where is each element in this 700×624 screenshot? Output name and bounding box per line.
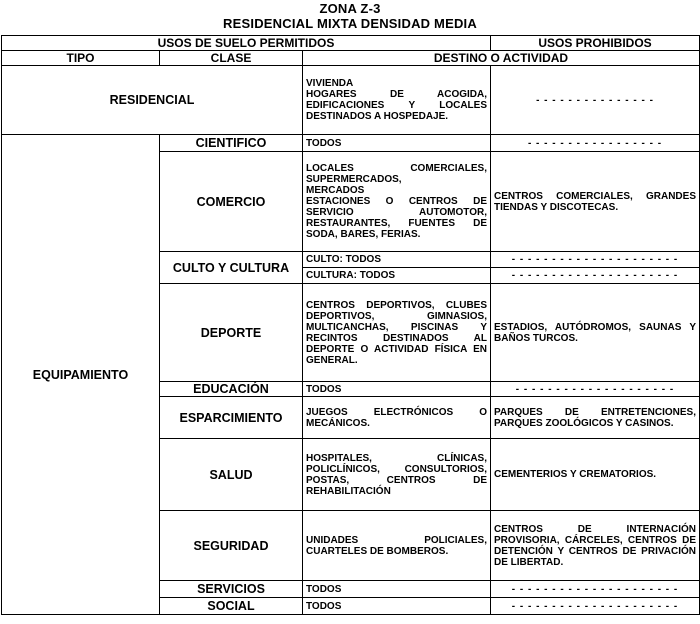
header-usos-prohibidos: USOS PROHIBIDOS xyxy=(491,36,700,51)
prohibido-seguridad: CENTROS DE INTERNACIÓN PROVISORIA, CÁRCELES, CENTROS DE DETENCIÓN Y CENTROS DE PRIVACIÓN DE LIBERTAD. xyxy=(491,511,700,581)
header-destino: DESTINO O ACTIVIDAD xyxy=(303,51,700,66)
prohibido-esparcimiento: PARQUES DE ENTRETENCIONES, PARQUES ZOOLÓGICOS Y CASINOS. xyxy=(491,397,700,439)
destino-cientifico: TODOS xyxy=(303,135,491,152)
destino-deporte: CENTROS DEPORTIVOS, CLUBES DEPORTIVOS, GIMNASIOS, MULTICANCHAS, PISCINAS Y RECINTOS DESTINADOS AL DEPORTE O ACTIVIDAD FÍSICA EN GENERAL. xyxy=(303,284,491,382)
destino-line: MERCADOS xyxy=(306,185,365,196)
destino-cultura: CULTURA: TODOS xyxy=(303,268,491,284)
destino-line: VIVIENDA xyxy=(306,78,354,89)
clase-servicios: SERVICIOS xyxy=(160,581,303,598)
prohibido-comercio: CENTROS COMERCIALES, GRANDES TIENDAS Y DISCOTECAS. xyxy=(491,152,700,252)
destino-residencial xyxy=(303,66,491,135)
prohibido-servicios: - - - - - - - - - - - - - - - - - - - - - xyxy=(491,581,700,598)
destino-comercio xyxy=(303,152,491,252)
clase-comercio: COMERCIO xyxy=(160,152,303,252)
prohibido-culto: - - - - - - - - - - - - - - - - - - - - - xyxy=(491,252,700,268)
tipo-equipamiento: EQUIPAMIENTO xyxy=(2,135,160,615)
prohibido-deporte: ESTADIOS, AUTÓDROMOS, SAUNAS Y BAÑOS TURCOS. xyxy=(491,284,700,382)
header-usos-permitidos: USOS DE SUELO PERMITIDOS xyxy=(2,36,491,51)
zone-subtitle: RESIDENCIAL MIXTA DENSIDAD MEDIA xyxy=(223,16,477,31)
clase-culto-cultura: CULTO Y CULTURA xyxy=(160,252,303,284)
destino-seguridad: UNIDADES POLICIALES, CUARTELES DE BOMBEROS. xyxy=(303,511,491,581)
destino-salud: HOSPITALES, CLÍNICAS, POLICLÍNICOS, CONSULTORIOS, POSTAS, CENTROS DE REHABILITACIÓN xyxy=(303,439,491,511)
destino-educacion: TODOS xyxy=(303,382,491,397)
prohibido-social: - - - - - - - - - - - - - - - - - - - - - xyxy=(491,598,700,615)
prohibido-cultura: - - - - - - - - - - - - - - - - - - - - - xyxy=(491,268,700,284)
clase-salud: SALUD xyxy=(160,439,303,511)
zone-title: ZONA Z-3 xyxy=(319,1,381,16)
destino-line: LOCALES COMERCIALES, SUPERMERCADOS, xyxy=(306,163,487,185)
destino-social: TODOS xyxy=(303,598,491,615)
clase-deporte: DEPORTE xyxy=(160,284,303,382)
table-row xyxy=(2,66,700,135)
destino-esparcimiento: JUEGOS ELECTRÓNICOS O MECÁNICOS. xyxy=(303,397,491,439)
header-clase: CLASE xyxy=(160,51,303,66)
destino-line: ESTACIONES O CENTROS DE SERVICIO AUTOMOTOR, RESTAURANTES, FUENTES DE SODA, BARES, FERIAS. xyxy=(306,196,487,240)
clase-seguridad: SEGURIDAD xyxy=(160,511,303,581)
clase-educacion: EDUCACIÓN xyxy=(160,382,303,397)
clase-social: SOCIAL xyxy=(160,598,303,615)
clase-cientifico: CIENTIFICO xyxy=(160,135,303,152)
prohibido-cientifico: - - - - - - - - - - - - - - - - - xyxy=(491,135,700,152)
header-row-2 xyxy=(2,51,700,66)
header-tipo: TIPO xyxy=(2,51,160,66)
clase-esparcimiento: ESPARCIMIENTO xyxy=(160,397,303,439)
destino-culto: CULTO: TODOS xyxy=(303,252,491,268)
prohibido-salud: CEMENTERIOS Y CREMATORIOS. xyxy=(491,439,700,511)
prohibido-educacion: - - - - - - - - - - - - - - - - - - - - xyxy=(491,382,700,397)
destino-line: HOGARES DE ACOGIDA, EDIFICACIONES Y LOCALES DESTINADOS A HOSPEDAJE. xyxy=(306,89,487,122)
land-use-table xyxy=(1,35,700,615)
prohibido-residencial: - - - - - - - - - - - - - - - xyxy=(491,66,700,135)
header-row-1 xyxy=(2,36,700,51)
table-row xyxy=(2,135,700,152)
destino-servicios: TODOS xyxy=(303,581,491,598)
tipo-residencial: RESIDENCIAL xyxy=(2,66,303,135)
